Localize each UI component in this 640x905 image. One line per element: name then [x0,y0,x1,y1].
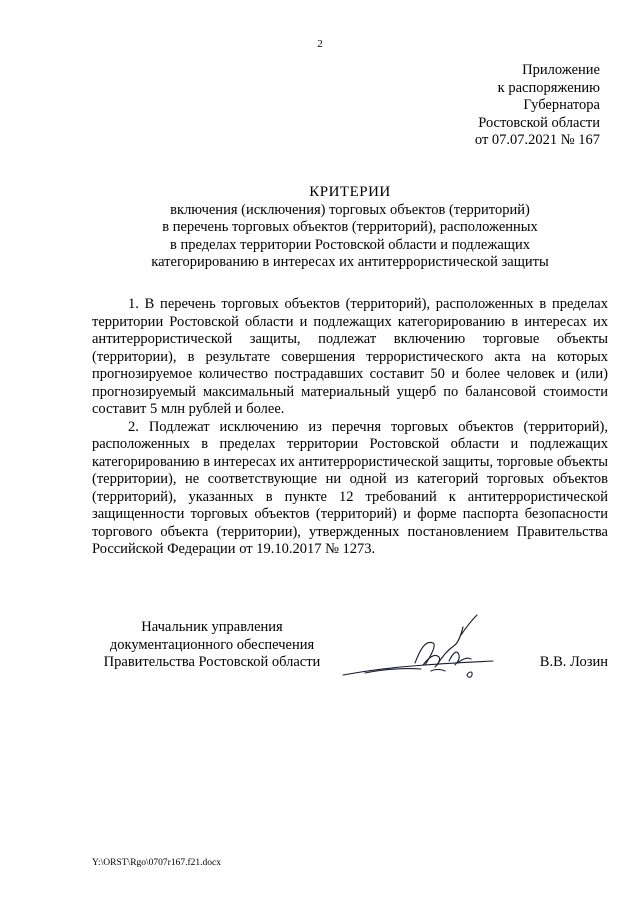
title-line: категорированию в интересах их антитеррористической защиты [151,254,549,270]
signatory-position [92,619,332,672]
signatory-line: Правительства Ростовской области [103,654,321,670]
appendix-line: Приложение [522,62,600,78]
title-line: в перечень торговых объектов (территорий), расположенных [162,219,538,235]
title-line: в пределах территории Ростовской области и подлежащих [170,236,530,253]
handwritten-signature [325,605,500,690]
paragraph-1: 1. В перечень торговых объектов (территорий), расположенных в пределах территории Ростовской области и подлежащих категорированию в интересах их антитеррористической защиты, подлежат включению торговые объекты (территории), в результате совершения террористического акта на которых прогнозируемое количество пострадавших составит 50 и более человек и (или) прогнозируемый максимальный материальный ущерб по балансовой стоимости составит 5 млн рублей и более. [92,296,608,417]
appendix-line: Ростовской области [478,114,600,131]
page-number: 2 [317,38,323,50]
appendix-line: к распоряжению [497,79,600,96]
signatory-line: Начальник управления [141,619,283,635]
document-body [92,296,608,559]
appendix-line: от 07.07.2021 № 167 [474,132,600,148]
signer-name: В.В. Лозин [539,654,608,670]
appendix-header [400,62,600,150]
appendix-line: Губернатора [523,97,600,113]
title-line: включения (исключения) торговых объектов (территорий) [170,201,530,218]
file-path-footer: Y:\ORST\Rgo\0707r167.f21.docx [92,858,221,868]
title-heading: КРИТЕРИИ [309,184,391,200]
document-title [60,184,640,272]
signatory-line: документационного обеспечения [109,636,315,653]
paragraph-2: 2. Подлежат исключению из перечня торговых объектов (территорий), расположенных в пределах территории Ростовской области и подлежащих категорированию в интересах их антитеррористической защиты, торговые объекты (территории), не соответствующие ни одной из категорий торговых объектов (территорий), указанных в пункте 12 требований к антитеррористической защищенности торговых объектов (территорий) и форме паспорта безопасности торгового объекта (территории), утвержденных постановлением Правительства Российской Федерации от 19.10.2017 № 1273. [92,418,608,557]
